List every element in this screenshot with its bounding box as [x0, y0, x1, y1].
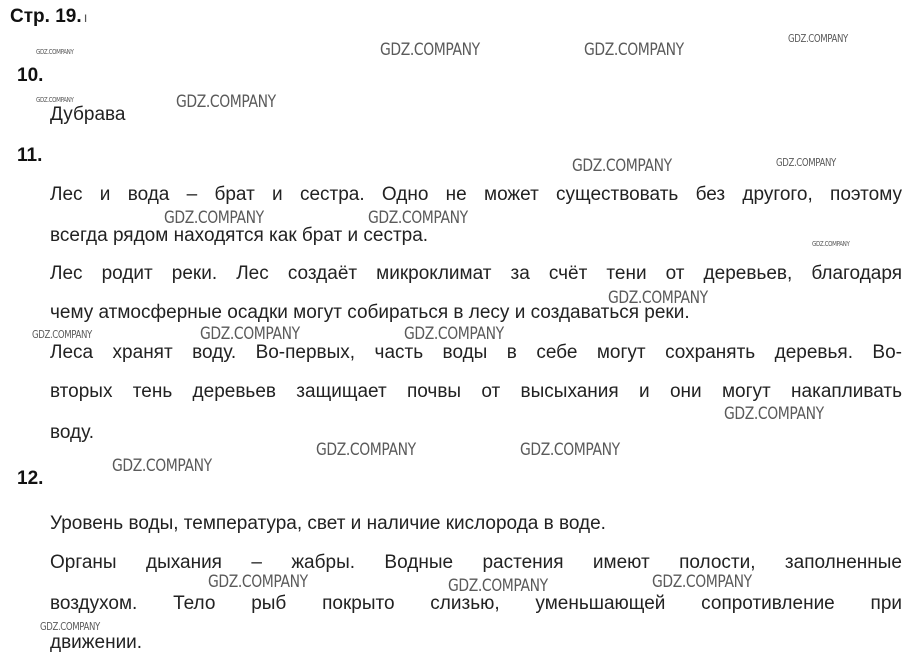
task-11-line-3: Лес родит реки. Лес создаёт микроклимат за счёт тени от деревьев, благодаря	[50, 263, 902, 284]
watermark: GDZ.COMPANY	[608, 288, 708, 308]
task-10-answer: Дубрава	[50, 104, 126, 125]
task-12-line-3: воздухом. Тело рыб покрыто слизью, уменьшающей сопротивление при	[50, 593, 902, 614]
watermark: GDZ.COMPANY	[380, 40, 480, 60]
task-12-line-2: Органы дыхания – жабры. Водные растения имеют полости, заполненные	[50, 552, 902, 573]
watermark: GDZ.COMPANY	[652, 572, 752, 592]
watermark: GDZ.COMPANY	[32, 328, 92, 341]
watermark: GDZ.COMPANY	[724, 404, 824, 424]
watermark: GDZ.COMPANY	[208, 572, 308, 592]
task-11-line-5: Леса хранят воду. Во-первых, часть воды в себе могут сохранять деревья. Во-	[50, 342, 902, 363]
watermark: GDZ.COMPANY	[164, 208, 264, 228]
task-11-line-2: всегда рядом находятся как брат и сестра.	[50, 225, 429, 246]
task-11-line-1: Лес и вода – брат и сестра. Одно не может существовать без другого, поэтому	[50, 184, 902, 205]
page-header	[10, 6, 88, 28]
watermark: GDZ.COMPANY	[584, 40, 684, 60]
task-11-line-7: воду.	[50, 422, 94, 443]
watermark: GDZ.COMPANY	[812, 240, 850, 248]
watermark: GDZ.COMPANY	[404, 324, 504, 344]
task-11-line-4: чему атмосферные осадки могут собираться в лесу и создаваться реки.	[50, 302, 690, 323]
task-number-11: 11.	[17, 145, 43, 166]
task-11-line-6: вторых тень деревьев защищает почвы от высыхания и они могут накапливать	[50, 381, 902, 402]
page-number-title: Стр. 19.	[10, 6, 82, 27]
watermark: GDZ.COMPANY	[36, 96, 74, 104]
watermark: GDZ.COMPANY	[112, 456, 212, 476]
watermark: GDZ.COMPANY	[40, 620, 100, 633]
task-12-line-1: Уровень воды, температура, свет и наличие кислорода в воде.	[50, 513, 606, 534]
header-mark: ı	[83, 9, 88, 25]
watermark: GDZ.COMPANY	[316, 440, 416, 460]
watermark: GDZ.COMPANY	[448, 576, 548, 596]
watermark: GDZ.COMPANY	[36, 48, 74, 56]
watermark: GDZ.COMPANY	[788, 32, 848, 45]
watermark: GDZ.COMPANY	[368, 208, 468, 228]
watermark: GDZ.COMPANY	[200, 324, 300, 344]
watermark: GDZ.COMPANY	[572, 156, 672, 176]
watermark: GDZ.COMPANY	[520, 440, 620, 460]
task-12-line-4: движении.	[50, 632, 143, 653]
watermark: GDZ.COMPANY	[176, 92, 276, 112]
watermark: GDZ.COMPANY	[776, 156, 836, 169]
task-number-10: 10.	[17, 65, 44, 86]
task-number-12: 12.	[17, 468, 44, 489]
